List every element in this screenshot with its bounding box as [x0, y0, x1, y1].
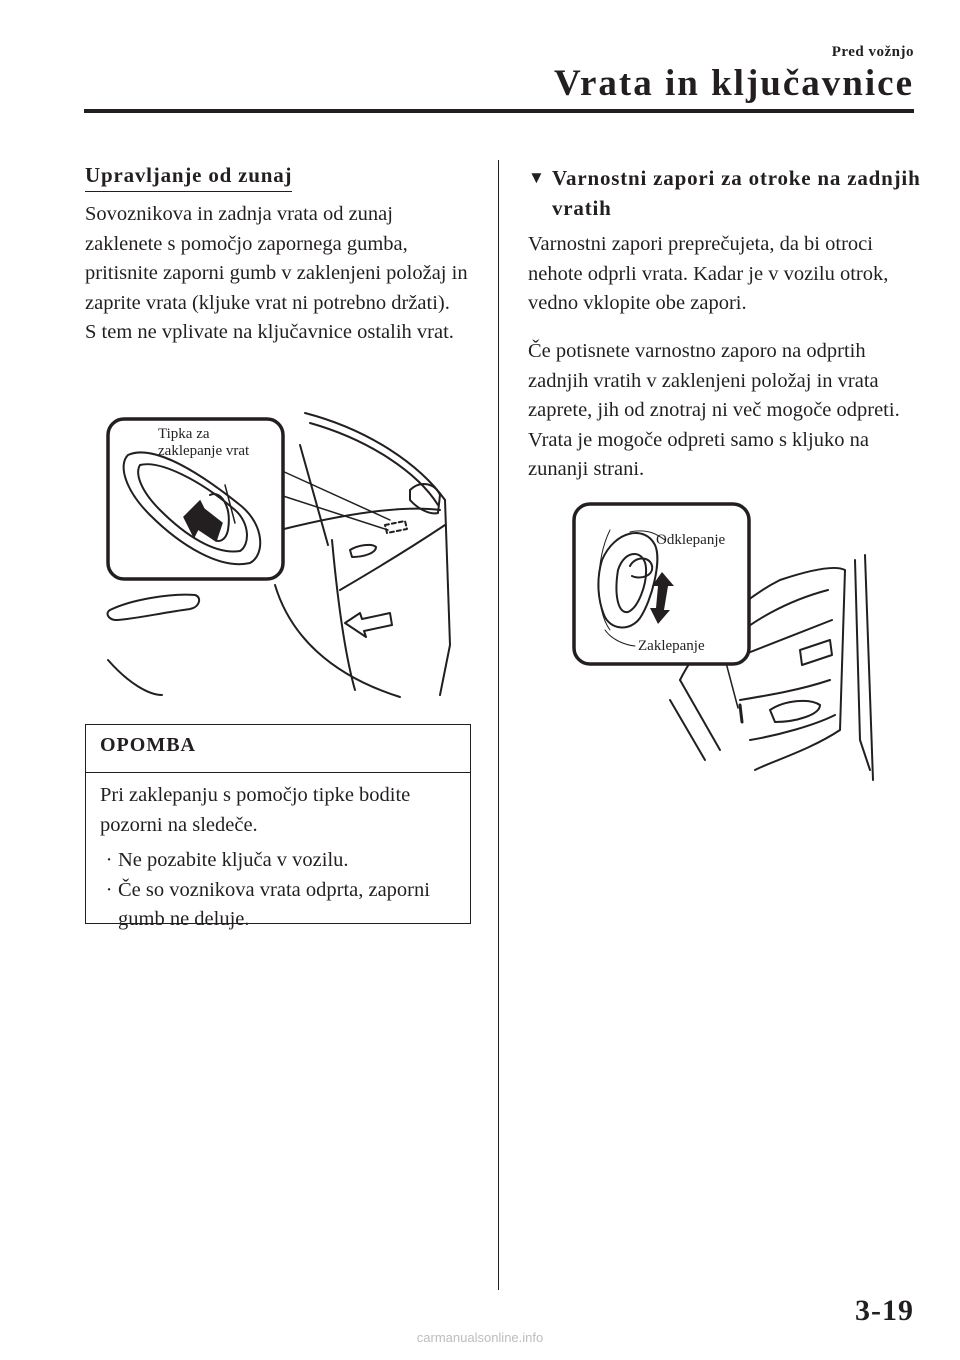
note-bullet-text: Ne pozabite ključa v vozilu. [118, 849, 349, 871]
note-box [85, 724, 471, 930]
note-bullet-text: Če so voznikova vrata odprta, zaporni gumb ne deluje. [118, 878, 430, 930]
column-divider [498, 160, 499, 1290]
note-bullet [100, 876, 456, 935]
bullet-marker: · [105, 878, 113, 901]
section-heading-outside: Upravljanje od zunaj [85, 163, 292, 192]
note-intro: Pri zaklepanju s pomočjo tipke bodite pozorni na sledeče. [100, 784, 411, 836]
note-bullet [100, 846, 456, 876]
page-number: 3-19 [855, 1294, 914, 1327]
outside-paragraph: Sovoznikova in zadnja vrata od zunaj zaklenete s pomočjo zapornega gumba, pritisnite zaporni gumb v zaklenjeni položaj in zaprite vrata (kljuke vrat ni potrebno držati). S tem ne vplivate na ključavnice ostalih vrat. [85, 203, 468, 343]
child-lock-paragraph-1: Varnostni zapori preprečujeta, da bi otroci nehote odprli vrata. Kadar je v vozilu otrok, vedno vklopite obe zapori. [528, 233, 889, 314]
figure-label-lock-button-line2: zaklepanje vrat [158, 443, 250, 459]
figure-label-lock: Zaklepanje [638, 638, 705, 654]
triangle-marker-icon: ▼ [528, 168, 546, 187]
note-body [86, 773, 470, 935]
figure-label-lock-button-line1: Tipka za [158, 426, 210, 442]
page-title: Vrata in ključavnice [554, 63, 914, 104]
bullet-marker: · [105, 849, 113, 871]
note-title: OPOMBA [86, 725, 470, 773]
child-lock-heading-text: Varnostni zapori za otroke na zadnjih vratih [552, 166, 921, 220]
child-lock-figure [570, 500, 880, 780]
door-lock-figure [100, 405, 470, 700]
header-rule [84, 109, 914, 113]
child-lock-paragraph-2: Če potisnete varnostno zaporo na odprtih zadnjih vratih v zaklenjeni položaj in vrata zaprete, jih od znotraj ni več mogoče odpreti. Vrata je mogoče odpreti samo s kljuko na zunanji strani. [528, 340, 900, 480]
section-kicker: Pred vožnjo [831, 44, 914, 60]
figure-label-unlock: Odklepanje [656, 532, 726, 548]
watermark: carmanualsonline.info [416, 1330, 544, 1345]
section-heading-child-locks [528, 163, 928, 223]
